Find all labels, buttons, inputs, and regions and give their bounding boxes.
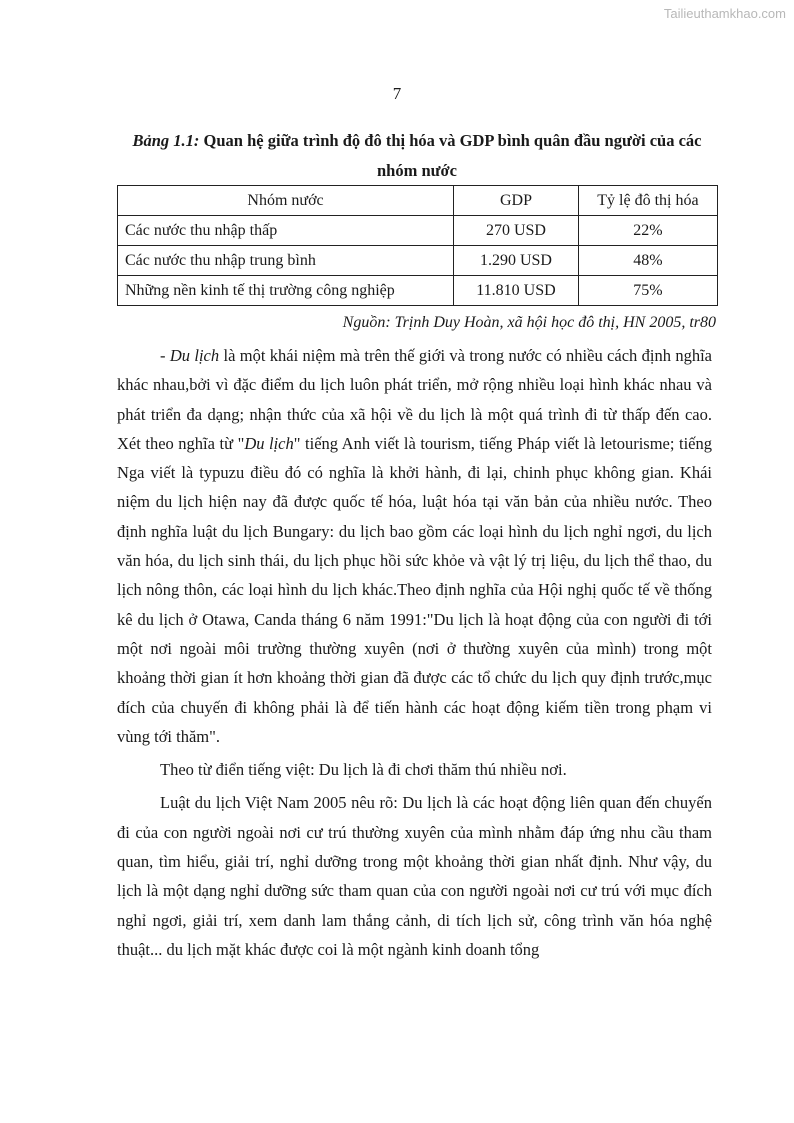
cell-urbanization-rate: 48% <box>578 246 717 276</box>
cell-country-group: Các nước thu nhập thấp <box>118 216 454 246</box>
body-text <box>117 341 712 968</box>
table-caption-separator: : <box>193 131 204 150</box>
cell-urbanization-rate: 75% <box>578 276 717 306</box>
table-header-row <box>118 186 718 216</box>
cell-country-group: Các nước thu nhập trung bình <box>118 246 454 276</box>
cell-country-group: Những nền kinh tế thị trường công nghiệp <box>118 276 454 306</box>
watermark: Tailieuthamkhao.com <box>663 6 786 21</box>
table-row <box>118 276 718 306</box>
cell-urbanization-rate: 22% <box>578 216 717 246</box>
table-caption-label: Bảng 1.1 <box>132 131 194 150</box>
paragraph-tourism-definition <box>117 341 712 751</box>
urbanization-gdp-table <box>117 185 718 306</box>
paragraph-text: là một khái niệm mà trên thế giới và trong nước có nhiều cách định nghĩa khác nhau,bởi vì đặc điểm du lịch luôn phát triển, mở rộng nhiều loại hình khác nhau và phát triển đa dạng; nhận thức của xã hội về du lịch là một quá trình đi từ thấp đến cao. Xét theo nghĩa từ " <box>117 346 712 453</box>
source-note: Nguồn: Trịnh Duy Hoàn, xã hội học đô thị, HN 2005, tr80 <box>342 314 716 331</box>
term-du-lich: Du lịch <box>169 346 220 365</box>
paragraph-lead: - <box>160 346 170 365</box>
paragraph-text: " tiếng Anh viết là tourism, tiếng Pháp viết là letourisme; tiếng Nga viết là typuzu điều đó có nghĩa là khởi hành, đi lại, chinh phục không gian. Khái niệm du lịch hiện nay đã được quốc tế hóa, luật hóa tại văn bản của nhiều nước. Theo định nghĩa luật du lịch Bungary: du lịch bao gồm các loại hình du lịch nghỉ ngơi, du lịch văn hóa, du lịch sinh thái, du lịch phục hồi sức khỏe và vật lý trị liệu, du lịch thể thao, du lịch nông thôn, các loại hình du lịch khác.Theo định nghĩa của Hội nghị quốc tế về thống kê du lịch ở Otawa, Canda tháng 6 năm 1991:"Du lịch là hoạt động của con người đi tới một nơi ngoài môi trường thường xuyên (nơi ở thường xuyên của mình) trong một khoảng thời gian ít hơn khoảng thời gian đã được các tổ chức du lịch quy định trước,mục đích của chuyến đi không phải là để tiến hành các hoạt động kiếm tiền trong phạm vi vùng tới thăm". <box>117 433 712 746</box>
header-urbanization-rate: Tỷ lệ đô thị hóa <box>578 186 717 216</box>
table-row <box>118 216 718 246</box>
header-country-group: Nhóm nước <box>118 186 454 216</box>
table-row <box>118 246 718 276</box>
cell-gdp: 11.810 USD <box>454 276 579 306</box>
paragraph-tourism-law: Luật du lịch Việt Nam 2005 nêu rõ: Du lịch là các hoạt động liên quan đến chuyến đi của con người ngoài nơi cư trú thường xuyên của mình nhằm đáp ứng nhu cầu tham quan, tìm hiểu, giải trí, nghỉ dưỡng trong một khoảng thời gian nhất định. Như vậy, du lịch là một dạng nghỉ dưỡng sức tham quan của con người ngoài nơi cư trú với mục đích nghỉ ngơi, giải trí, xem danh lam thắng cảnh, di tích lịch sử, công trình văn hóa nghệ thuật... du lịch mặt khác được coi là một ngành kinh doanh tổng <box>117 793 712 959</box>
header-gdp: GDP <box>454 186 579 216</box>
term-du-lich-quoted: Du lịch <box>244 433 294 453</box>
table-caption <box>117 126 717 186</box>
cell-gdp: 1.290 USD <box>454 246 579 276</box>
table-caption-title: Quan hệ giữa trình độ đô thị hóa và GDP bình quân đầu người của các nhóm nước <box>203 131 702 180</box>
cell-gdp: 270 USD <box>454 216 579 246</box>
paragraph-dictionary-definition: Theo từ điển tiếng việt: Du lịch là đi chơi thăm thú nhiều nơi. <box>160 760 567 780</box>
page-number: 7 <box>392 84 402 103</box>
